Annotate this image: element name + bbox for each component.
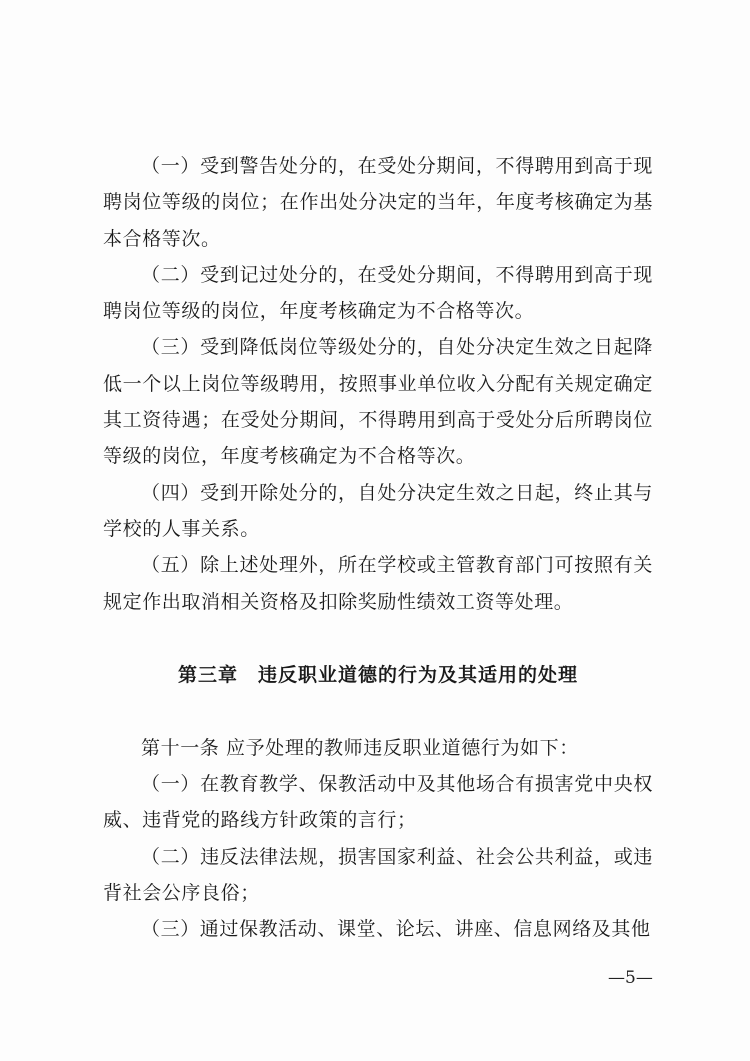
article-eleven-item-1: （一）在教育教学、保教活动中及其他场合有损害党中央权威、违背党的路线方针政策的言行； [103, 773, 653, 832]
document-body [103, 148, 653, 948]
article-eleven-item-2: （二）违反法律法规，损害国家利益、社会公共利益，或违背社会公序良俗； [103, 845, 653, 905]
paragraph-demerit-sanction: （二）受到记过处分的，在受处分期间，不得聘用到高于现聘岗位等级的岗位，年度考核确定为不合格等次。 [103, 263, 653, 323]
article-eleven-item-3: （三）通过保教活动、课堂、论坛、讲座、信息网络及其他 [141, 918, 651, 941]
paragraph-demotion-sanction: （三）受到降低岗位等级处分的，自处分决定生效之日起降低一个以上岗位等级聘用，按照事业单位收入分配有关规定确定其工资待遇；在受处分期间，不得聘用到高于受处分后所聘岗位等级的岗位，年度考核确定为不合格等次。 [103, 336, 653, 468]
article-eleven-intro: 第十一条 应予处理的教师违反职业道德行为如下： [141, 736, 579, 759]
paragraph-dismissal-sanction: （四）受到开除处分的，自处分决定生效之日起，终止其与学校的人事关系。 [103, 481, 653, 540]
paragraph-other-handling: （五）除上述处理外，所在学校或主管教育部门可按照有关规定作出取消相关资格及扣除奖励性绩效工资等处理。 [103, 554, 653, 613]
paragraph-warning-sanction: （一）受到警告处分的，在受处分期间，不得聘用到高于现聘岗位等级的岗位；在作出处分决定的当年，年度考核确定为基本合格等次。 [103, 155, 653, 250]
chapter-heading: 第三章 违反职业道德的行为及其适用的处理 [177, 663, 578, 686]
page-number: —5— [608, 968, 653, 988]
